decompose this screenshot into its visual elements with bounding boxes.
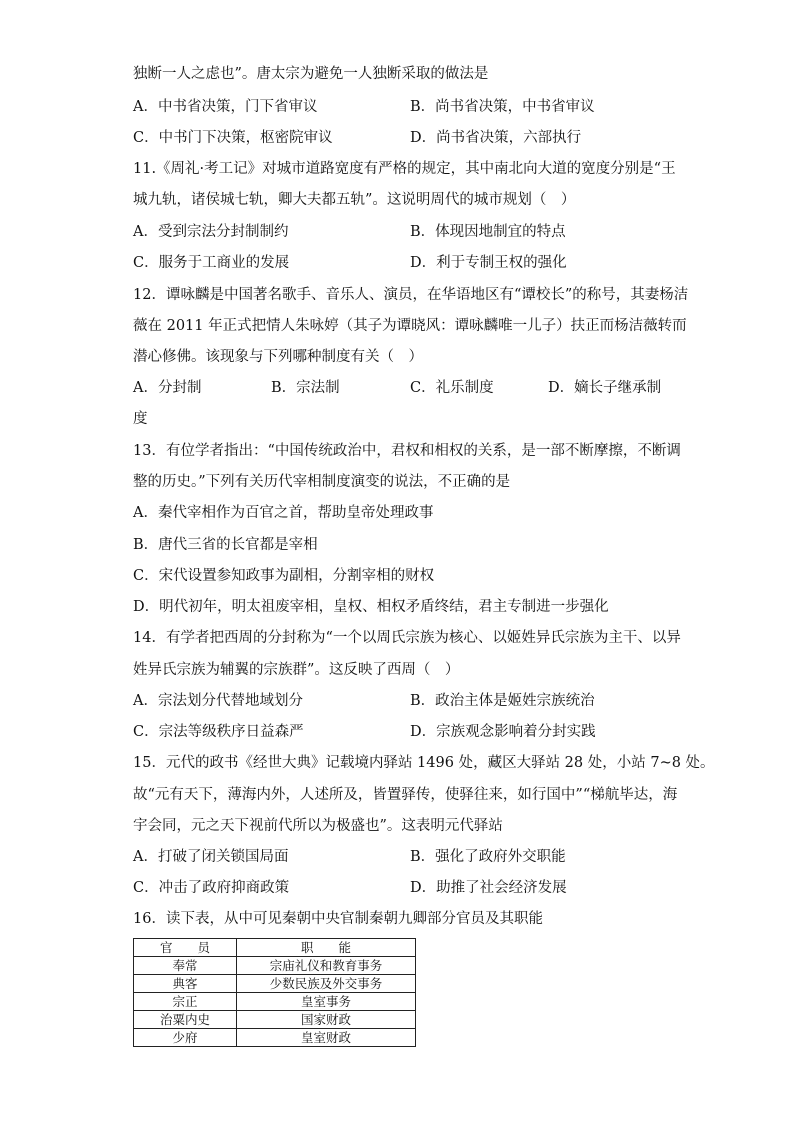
table-cell-official: 治粟内史 [134, 1011, 237, 1029]
table-header-row [134, 939, 416, 957]
q12-stem-line3: 潜心修佛。该现象与下列哪种制度有关（ ） [133, 349, 423, 365]
q12-option-d[interactable]: D．嫡长子继承制 [548, 380, 662, 396]
q14-option-d[interactable]: D．宗族观念影响着分封实践 [410, 724, 596, 740]
table-cell-official: 典客 [134, 975, 237, 993]
q15-option-b[interactable]: B．强化了政府外交职能 [410, 849, 566, 865]
q13-stem-line1: 13．有位学者指出：“中国传统政治中，君权和相权的关系，是一部不断摩擦，不断调 [133, 443, 681, 459]
q15-stem-line2: 故“元有天下，薄海内外，人述所及，皆置驿传，使驿往来，如行国中”“梯航毕达，海 [133, 787, 678, 803]
q11-option-b[interactable]: B．体现因地制宜的特点 [410, 224, 566, 240]
table-cell-official: 宗正 [134, 993, 237, 1011]
q12-option-c[interactable]: C．礼乐制度 [410, 380, 494, 396]
table-header-official: 官 员 [134, 939, 237, 957]
q14-option-c[interactable]: C．宗法等级秩序日益森严 [133, 724, 304, 740]
q11-stem-line1: 11.《周礼·考工记》对城市道路宽度有严格的规定，其中南北向大道的宽度分别是“王 [133, 161, 676, 177]
officials-table [133, 938, 416, 1047]
q12-stem-line2: 薇在 2011 年正式把情人朱咏婷（其子为谭晓风：谭咏麟唯一儿子）扶正而杨洁薇转而 [133, 318, 687, 334]
q15-option-a[interactable]: A．打破了闭关锁国局面 [133, 849, 289, 865]
q12-stem-line1: 12．谭咏麟是中国著名歌手、音乐人、演员，在华语地区有“谭校长”的称号，其妻杨洁 [133, 287, 689, 303]
q13-option-a[interactable]: A．秦代宰相作为百官之首，帮助皇帝处理政事 [133, 505, 434, 521]
q10-option-a[interactable]: A．中书省决策，门下省审议 [133, 99, 318, 115]
q13-option-c[interactable]: C．宋代设置参知政事为副相，分割宰相的财权 [133, 568, 435, 584]
q15-option-d[interactable]: D．助推了社会经济发展 [410, 880, 567, 896]
q10-stem-tail: 独断一人之虑也”。唐太宗为避免一人独断采取的做法是 [133, 66, 489, 82]
q14-stem-line2: 姓异氏宗族为辅翼的宗族群”。这反映了西周（ ） [133, 662, 460, 678]
q13-stem-line2: 整的历史。”下列有关历代宰相制度演变的说法，不正确的是 [133, 474, 511, 490]
q11-option-d[interactable]: D．利于专制王权的强化 [410, 255, 567, 271]
table-row [134, 1011, 416, 1029]
table-row [134, 993, 416, 1011]
q15-option-c[interactable]: C．冲击了政府抑商政策 [133, 880, 290, 896]
q14-option-b[interactable]: B．政治主体是姬姓宗族统治 [410, 693, 595, 709]
q14-stem-line1: 14．有学者把西周的分封称为“一个以周氏宗族为核心、以姬姓异氏宗族为主干、以异 [133, 630, 681, 646]
table-row [134, 1029, 416, 1047]
table-header-function: 职 能 [237, 939, 416, 957]
q11-option-c[interactable]: C．服务于工商业的发展 [133, 255, 290, 271]
q12-option-d-wrap: 度 [133, 411, 148, 427]
q15-stem-line1: 15．元代的政书《经世大典》记载境内驿站 1496 处，藏区大驿站 28 处，小站 7~8 处。 [133, 755, 715, 771]
table-cell-function: 皇室财政 [237, 1029, 416, 1047]
q12-option-b[interactable]: B．宗法制 [271, 380, 340, 396]
table-row [134, 975, 416, 993]
q16-stem: 16．读下表，从中可见秦朝中央官制秦朝九卿部分官员及其职能 [133, 911, 543, 927]
q14-option-a[interactable]: A．宗法划分代替地域划分 [133, 693, 303, 709]
q10-option-d[interactable]: D．尚书省决策，六部执行 [410, 130, 582, 146]
q13-option-b[interactable]: B．唐代三省的长官都是宰相 [133, 537, 318, 553]
q15-stem-line3: 宇会同，元之天下视前代所以为极盛也”。这表明元代驿站 [133, 818, 503, 834]
table-row [134, 957, 416, 975]
table-cell-function: 国家财政 [237, 1011, 416, 1029]
q13-option-d[interactable]: D．明代初年，明太祖废宰相，皇权、相权矛盾终结，君主专制进一步强化 [133, 599, 609, 615]
q10-option-b[interactable]: B．尚书省决策，中书省审议 [410, 99, 595, 115]
table-cell-function: 宗庙礼仪和教育事务 [237, 957, 416, 975]
q10-option-c[interactable]: C．中书门下决策，枢密院审议 [133, 130, 333, 146]
q11-stem-line2: 城九轨，诸侯城七轨，卿大夫都五轨”。这说明周代的城市规划（ ） [133, 192, 576, 208]
table-cell-official: 少府 [134, 1029, 237, 1047]
table-cell-function: 少数民族及外交事务 [237, 975, 416, 993]
q11-option-a[interactable]: A．受到宗法分封制制约 [133, 224, 289, 240]
q12-option-a[interactable]: A．分封制 [133, 380, 202, 396]
table-cell-function: 皇室事务 [237, 993, 416, 1011]
table-cell-official: 奉常 [134, 957, 237, 975]
